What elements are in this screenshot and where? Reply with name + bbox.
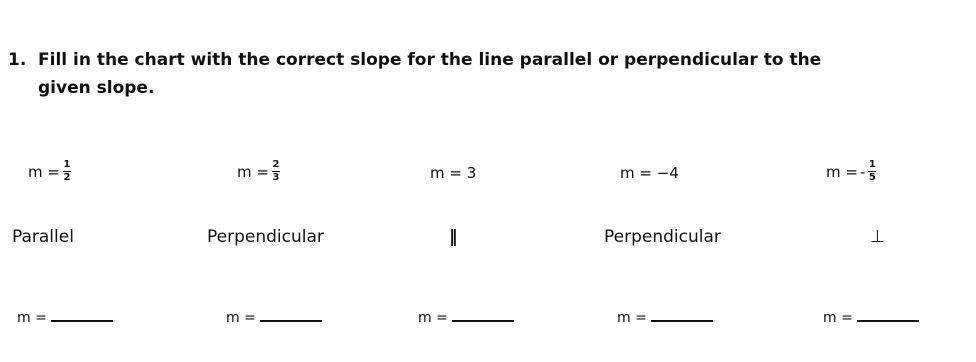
- answer-blank[interactable]: [260, 306, 322, 322]
- given-slope-3: [430, 164, 476, 182]
- slope-fraction: [272, 160, 280, 183]
- answer-prefix: m =: [418, 310, 448, 326]
- slope-prefix: m = −4: [620, 164, 679, 182]
- slope-prefix: m =: [826, 162, 858, 181]
- question: [8, 46, 838, 102]
- relation-parallel-symbol: ‖: [449, 227, 458, 247]
- answer-5: [823, 306, 919, 326]
- slope-sign: -: [859, 162, 866, 181]
- answer-prefix: m =: [226, 310, 256, 326]
- fraction-numerator: 1: [63, 159, 71, 170]
- relation-parallel: Parallel: [12, 227, 74, 247]
- question-text: Fill in the chart with the correct slope for the line parallel or perpendicular to the given slope.: [38, 50, 822, 98]
- answer-1: [17, 306, 113, 326]
- given-slopes-row: [0, 160, 976, 200]
- fraction-numerator: 1: [868, 159, 876, 170]
- slope-fraction: [63, 160, 71, 183]
- fraction-denominator: 2: [63, 172, 71, 183]
- answer-3: [418, 306, 514, 326]
- relation-perpendicular: Perpendicular: [207, 227, 324, 247]
- answer-prefix: m =: [823, 310, 853, 326]
- answer-prefix: m =: [17, 310, 47, 326]
- answer-4: [617, 306, 713, 326]
- slope-prefix: m =: [28, 162, 60, 181]
- given-slope-4: [620, 164, 679, 182]
- answer-blank[interactable]: [651, 306, 713, 322]
- relation-perpendicular-2: Perpendicular: [604, 227, 721, 247]
- slope-prefix: m = 3: [430, 164, 477, 182]
- answer-blank[interactable]: [452, 306, 514, 322]
- answers-row: [0, 306, 976, 346]
- slope-fraction: [868, 160, 876, 183]
- answer-prefix: m =: [617, 310, 647, 326]
- relations-row: [0, 227, 976, 267]
- fraction-denominator: 3: [272, 172, 280, 183]
- answer-blank[interactable]: [51, 306, 113, 322]
- relation-perpendicular-symbol: ⊥: [870, 227, 885, 247]
- question-number: 1.: [8, 50, 27, 70]
- given-slope-2: [237, 160, 280, 183]
- slope-prefix: m =: [237, 162, 269, 181]
- given-slope-5: [826, 160, 876, 183]
- fraction-denominator: 5: [868, 172, 876, 183]
- given-slope-1: [28, 160, 71, 183]
- answer-2: [226, 306, 322, 326]
- answer-blank[interactable]: [857, 306, 919, 322]
- fraction-numerator: 2: [272, 159, 280, 170]
